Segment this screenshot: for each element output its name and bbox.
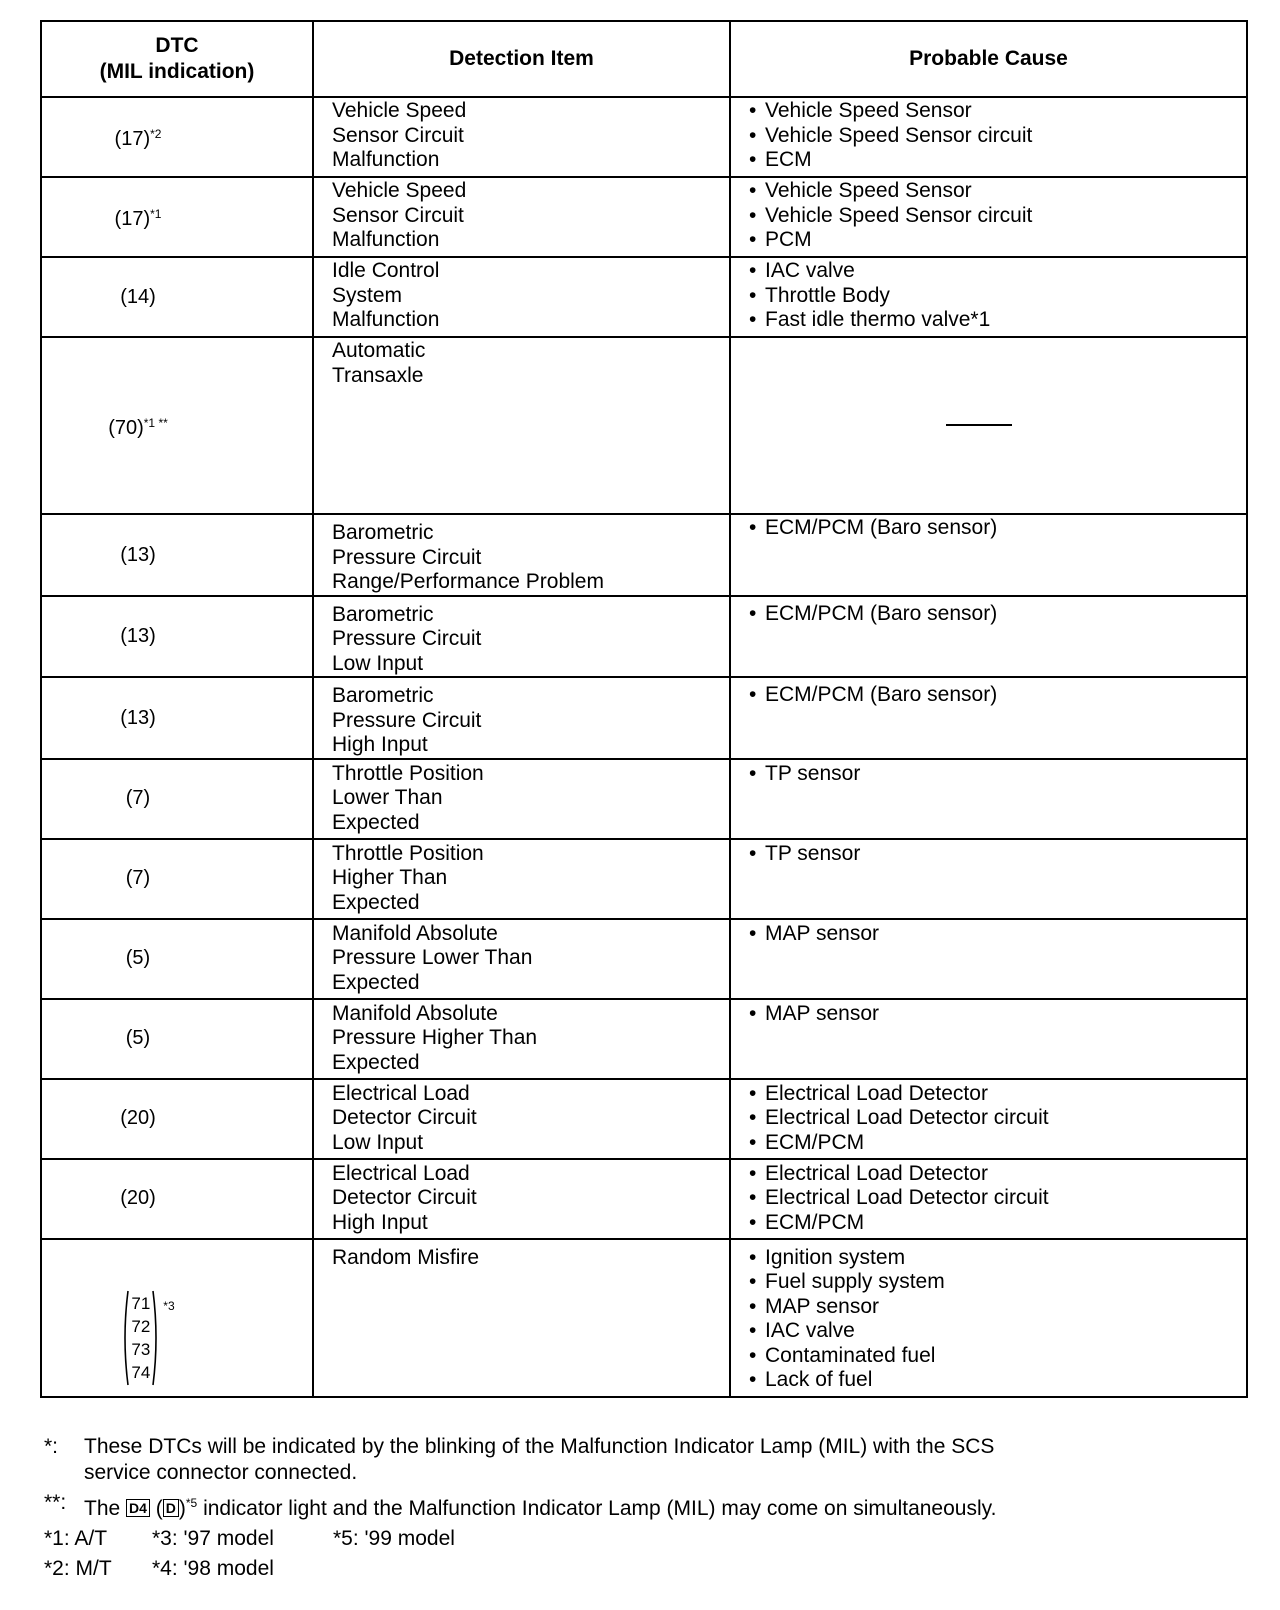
dtc-code: (13) <box>120 706 156 729</box>
probable-cause-text: MAP sensor <box>765 1001 879 1025</box>
probable-cause-text: ECM/PCM <box>765 1130 865 1154</box>
dtc-code-note: *1 <box>150 207 162 222</box>
no-cause-dash <box>946 424 1012 426</box>
detection-item-line: System <box>332 283 403 307</box>
table-row <box>41 337 1247 514</box>
bullet-icon: • <box>749 683 757 706</box>
header-probable-cause: Probable Cause <box>730 21 1247 97</box>
bullet-icon: • <box>749 1186 757 1209</box>
bullet-icon: • <box>749 1343 757 1367</box>
bullet-icon: • <box>749 283 757 307</box>
misfire-code: 72 <box>131 1316 151 1336</box>
bullet-icon: • <box>749 99 757 122</box>
detection-item-line: Throttle Position <box>332 761 484 785</box>
detection-item-line: Pressure Higher Than <box>332 1026 538 1049</box>
dtc-code: (13) <box>120 625 156 647</box>
detection-item-line: High Input <box>332 1210 428 1234</box>
probable-cause-item <box>749 1270 1246 1295</box>
bullet-icon: • <box>749 1081 757 1105</box>
misfire-code: 73 <box>131 1339 151 1359</box>
probable-cause-item <box>749 683 1246 708</box>
misfire-code-group <box>121 1290 174 1386</box>
probable-cause-item <box>749 259 1246 284</box>
detection-item-line: Expected <box>332 810 420 834</box>
header-dtc <box>41 21 313 97</box>
bullet-icon: • <box>749 516 757 539</box>
probable-cause-cell <box>730 759 1247 839</box>
probable-cause-item <box>749 842 1246 867</box>
probable-cause-cell <box>730 999 1247 1079</box>
dtc-code-cell <box>41 677 313 759</box>
detection-item-line: Range/Performance Problem <box>332 570 604 593</box>
footnotes <box>44 1434 1254 1584</box>
note-star <box>44 1434 1254 1486</box>
probable-cause-item <box>749 1106 1246 1131</box>
detection-item-line: Random Misfire <box>332 1245 480 1269</box>
probable-cause-cell <box>730 177 1247 257</box>
probable-cause-item <box>749 1002 1246 1027</box>
table-row <box>41 839 1247 919</box>
probable-cause-text: MAP sensor <box>765 1294 879 1318</box>
probable-cause-text: Vehicle Speed Sensor circuit <box>765 123 1033 147</box>
detection-item-line: Low Input <box>332 651 424 675</box>
bullet-icon: • <box>749 1319 757 1342</box>
table-row <box>41 677 1247 759</box>
table-body <box>41 97 1247 1397</box>
probable-cause-text: Lack of fuel <box>765 1368 873 1391</box>
dtc-code: (13) <box>120 543 156 566</box>
dtc-code-cell <box>41 1239 313 1397</box>
bullet-icon: • <box>749 259 757 282</box>
detection-item-line: Detector Circuit <box>332 1186 477 1209</box>
probable-cause-text: Throttle Body <box>765 283 890 307</box>
probable-cause-text: Electrical Load Detector <box>765 1161 988 1185</box>
dtc-code-note: *1 ** <box>143 415 168 430</box>
left-paren-icon <box>121 1290 129 1386</box>
bullet-icon: • <box>749 1001 757 1025</box>
probable-cause-item <box>749 762 1246 787</box>
note-dstar-pre: The <box>84 1497 121 1520</box>
probable-cause-item <box>749 1295 1246 1320</box>
bullet-icon: • <box>749 1245 757 1269</box>
probable-cause-cell <box>730 337 1247 514</box>
dtc-code: (20) <box>120 1107 156 1130</box>
probable-cause-text: TP sensor <box>765 761 861 785</box>
probable-cause-item <box>749 1162 1246 1187</box>
dtc-code: (5) <box>125 947 151 970</box>
detection-item-cell <box>313 759 730 839</box>
probable-cause-cell <box>730 1239 1247 1397</box>
dtc-code-cell <box>41 177 313 257</box>
detection-item-line: Barometric <box>332 684 434 707</box>
dtc-code-cell <box>41 839 313 919</box>
probable-cause-item <box>749 922 1246 947</box>
detection-item-line: Malfunction <box>332 308 440 331</box>
bullet-icon: • <box>749 601 757 625</box>
legend-entry: *1: A/T <box>44 1527 108 1550</box>
probable-cause-text: ECM/PCM (Baro sensor) <box>765 601 998 625</box>
probable-cause-cell <box>730 839 1247 919</box>
probable-cause-text: IAC valve <box>765 259 855 282</box>
table-header-row <box>41 21 1247 97</box>
dtc-code-cell <box>41 919 313 999</box>
d4-indicator-icon: D4 <box>126 1499 150 1517</box>
probable-cause-text: MAP sensor <box>765 921 879 945</box>
probable-cause-text: Vehicle Speed Sensor <box>765 99 972 122</box>
probable-cause-text: Electrical Load Detector <box>765 1081 988 1105</box>
dtc-code: (14) <box>120 285 156 308</box>
dtc-code: (5) <box>125 1027 151 1050</box>
detection-item-line: Sensor Circuit <box>332 203 464 227</box>
table-row-misfire <box>41 1239 1247 1397</box>
detection-item-line: Expected <box>332 890 420 914</box>
table-row <box>41 1079 1247 1159</box>
detection-item-line: Pressure Circuit <box>332 627 482 650</box>
header-detection-item: Detection Item <box>313 21 730 97</box>
dtc-code-cell <box>41 337 313 514</box>
probable-cause-text: Electrical Load Detector circuit <box>765 1186 1049 1209</box>
probable-cause-item <box>749 228 1246 253</box>
dtc-code: (20) <box>120 1187 156 1210</box>
probable-cause-text: Vehicle Speed Sensor <box>765 179 972 202</box>
dtc-table <box>40 20 1248 1398</box>
probable-cause-text: Contaminated fuel <box>765 1343 936 1367</box>
dtc-code-cell <box>41 759 313 839</box>
detection-item-line: Automatic <box>332 339 426 362</box>
bullet-icon: • <box>749 1106 757 1129</box>
bullet-icon: • <box>749 841 757 865</box>
detection-item-line: Throttle Position <box>332 841 484 865</box>
probable-cause-item <box>749 1319 1246 1344</box>
detection-item-line: Pressure Circuit <box>332 708 482 732</box>
detection-item-line: Malfunction <box>332 148 440 171</box>
probable-cause-item <box>749 1186 1246 1211</box>
detection-item-line: Transaxle <box>332 363 424 387</box>
probable-cause-text: TP sensor <box>765 841 861 865</box>
model-legend <box>44 1524 1254 1584</box>
detection-item-line: Low Input <box>332 1130 424 1154</box>
probable-cause-cell <box>730 596 1247 678</box>
note-dstar-sup: *5 <box>185 1496 198 1510</box>
bullet-icon: • <box>749 203 757 227</box>
bullet-icon: • <box>749 1161 757 1185</box>
table-row <box>41 759 1247 839</box>
note-double-star-text: The D4 ( D )$^{*5}$ indicator light and the Malfunction Indicator Lamp (MIL) may come on simultaneously. <box>84 1496 997 1520</box>
detection-item-line: Expected <box>332 970 420 994</box>
probable-cause-item <box>749 1368 1246 1393</box>
dtc-code-cell <box>41 999 313 1079</box>
dtc-code-cell <box>41 97 313 177</box>
bullet-icon: • <box>749 1368 757 1391</box>
bullet-icon: • <box>749 1294 757 1318</box>
detection-item-line: Electrical Load <box>332 1081 470 1105</box>
probable-cause-cell <box>730 677 1247 759</box>
detection-item-line: Malfunction <box>332 228 440 251</box>
probable-cause-cell <box>730 919 1247 999</box>
detection-item-line: Electrical Load <box>332 1161 470 1185</box>
table-row <box>41 1159 1247 1239</box>
note-double-star <box>44 1490 1254 1522</box>
probable-cause-item <box>749 1246 1246 1271</box>
dtc-code-cell <box>41 1159 313 1239</box>
bullet-icon: • <box>749 1130 757 1154</box>
dtc-code: (7) <box>125 787 151 810</box>
bullet-icon: • <box>749 1210 757 1234</box>
probable-cause-text: Fuel supply system <box>765 1270 945 1293</box>
table-row <box>41 596 1247 678</box>
detection-item-line: Higher Than <box>332 866 448 889</box>
legend-entry: *4: '98 model <box>152 1557 274 1580</box>
detection-item-cell <box>313 1159 730 1239</box>
detection-item-line: Manifold Absolute <box>332 1001 498 1025</box>
table-row <box>41 177 1247 257</box>
detection-item-line: Manifold Absolute <box>332 921 498 945</box>
detection-item-line: Detector Circuit <box>332 1106 477 1129</box>
detection-item-line: Vehicle Speed <box>332 179 467 202</box>
bullet-icon: • <box>749 228 757 251</box>
detection-item-cell <box>313 337 730 514</box>
table-row <box>41 999 1247 1079</box>
misfire-code-note: *3 <box>163 1298 175 1313</box>
probable-cause-cell <box>730 1079 1247 1159</box>
detection-item-cell <box>313 999 730 1079</box>
detection-item-cell <box>313 1079 730 1159</box>
probable-cause-item <box>749 284 1246 309</box>
legend-entry: *2: M/T <box>44 1557 112 1580</box>
bullet-icon: • <box>749 148 757 171</box>
detection-item-cell <box>313 1239 730 1397</box>
probable-cause-item <box>749 148 1246 173</box>
detection-item-line: Barometric <box>332 521 434 544</box>
d-indicator-icon: D <box>163 1499 179 1517</box>
table-row <box>41 257 1247 337</box>
probable-cause-text: Electrical Load Detector circuit <box>765 1106 1049 1129</box>
header-dtc-line2: (MIL indication) <box>99 60 255 83</box>
detection-item-line: Idle Control <box>332 259 440 282</box>
legend-entry: *3: '97 model <box>152 1527 274 1550</box>
note-star-line2: service connector connected. <box>84 1461 358 1484</box>
header-dtc-line1: DTC <box>155 34 199 57</box>
detection-item-line: Expected <box>332 1050 420 1074</box>
note-double-star-mark: **: <box>44 1491 67 1514</box>
probable-cause-item <box>749 99 1246 124</box>
probable-cause-text: Ignition system <box>765 1245 906 1269</box>
dtc-code: (17) <box>114 208 151 231</box>
table-row <box>41 514 1247 596</box>
misfire-code: 71 <box>131 1293 151 1313</box>
note-star-mark: *: <box>44 1435 59 1458</box>
detection-item-line: High Input <box>332 733 428 756</box>
probable-cause-cell <box>730 257 1247 337</box>
dtc-code: (7) <box>125 867 151 890</box>
dtc-code: (17) <box>114 128 151 151</box>
bullet-icon: • <box>749 921 757 945</box>
detection-item-line: Barometric <box>332 602 434 626</box>
probable-cause-item <box>749 1082 1246 1107</box>
detection-item-line: Lower Than <box>332 786 443 809</box>
probable-cause-item <box>749 516 1246 541</box>
probable-cause-cell <box>730 1159 1247 1239</box>
detection-item-cell <box>313 97 730 177</box>
dtc-code-cell <box>41 1079 313 1159</box>
bullet-icon: • <box>749 1270 757 1293</box>
bullet-icon: • <box>749 179 757 202</box>
probable-cause-text: ECM/PCM <box>765 1210 865 1234</box>
legend-row <box>44 1524 1254 1554</box>
probable-cause-text: ECM <box>765 148 812 171</box>
detection-item-cell <box>313 514 730 596</box>
detection-item-line: Vehicle Speed <box>332 99 467 122</box>
probable-cause-cell <box>730 97 1247 177</box>
probable-cause-text: ECM/PCM (Baro sensor) <box>765 683 998 706</box>
table-row <box>41 97 1247 177</box>
probable-cause-item <box>749 602 1246 627</box>
right-paren-icon <box>152 1290 160 1386</box>
probable-cause-text: Fast idle thermo valve*1 <box>765 308 991 331</box>
detection-item-line: Pressure Circuit <box>332 545 482 569</box>
probable-cause-text: ECM/PCM (Baro sensor) <box>765 516 998 539</box>
probable-cause-item <box>749 124 1246 149</box>
bullet-icon: • <box>749 123 757 147</box>
probable-cause-item <box>749 1131 1246 1156</box>
probable-cause-cell <box>730 514 1247 596</box>
probable-cause-item <box>749 204 1246 229</box>
detection-item-line: Pressure Lower Than <box>332 946 533 969</box>
dtc-code-note: *2 <box>150 127 162 142</box>
detection-item-cell <box>313 177 730 257</box>
dtc-code-cell <box>41 514 313 596</box>
note-dstar-post: indicator light and the Malfunction Indicator Lamp (MIL) may come on simultaneously. <box>203 1497 997 1520</box>
detection-item-cell <box>313 677 730 759</box>
detection-item-line: Sensor Circuit <box>332 123 464 147</box>
probable-cause-text: Vehicle Speed Sensor circuit <box>765 203 1033 227</box>
dtc-code: (70) <box>108 416 144 439</box>
detection-item-cell <box>313 839 730 919</box>
dtc-code-cell <box>41 596 313 678</box>
probable-cause-item <box>749 179 1246 204</box>
probable-cause-item <box>749 1344 1246 1369</box>
note-star-line1: These DTCs will be indicated by the blinking of the Malfunction Indicator Lamp (MIL) with the SCS <box>84 1435 995 1458</box>
probable-cause-item <box>749 308 1246 333</box>
probable-cause-item <box>749 1211 1246 1236</box>
bullet-icon: • <box>749 761 757 785</box>
table-row <box>41 919 1247 999</box>
legend-entry: *5: '99 model <box>333 1527 455 1550</box>
detection-item-cell <box>313 919 730 999</box>
detection-item-cell <box>313 596 730 678</box>
probable-cause-text: IAC valve <box>765 1319 855 1342</box>
bullet-icon: • <box>749 308 757 331</box>
legend-row <box>44 1554 1254 1584</box>
probable-cause-text: PCM <box>765 228 812 251</box>
detection-item-cell <box>313 257 730 337</box>
dtc-code-cell <box>41 257 313 337</box>
misfire-code: 74 <box>131 1362 151 1382</box>
